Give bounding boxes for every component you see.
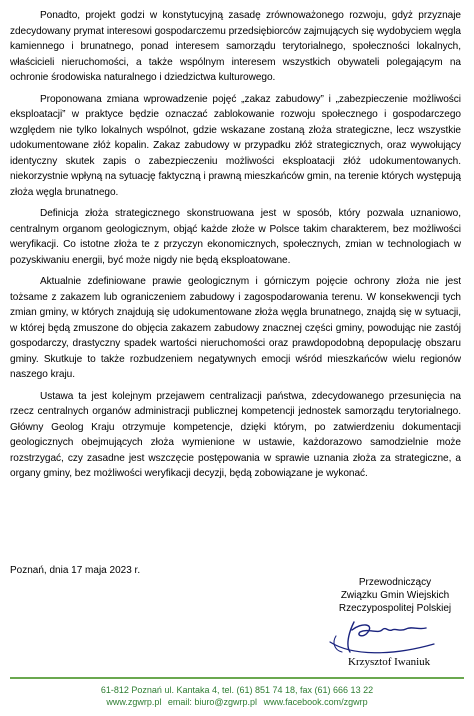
- letter-date: Poznań, dnia 17 maja 2023 r.: [10, 565, 141, 576]
- footer-email-link[interactable]: email: biuro@zgwrp.pl: [167, 697, 258, 707]
- signature-title-line: Rzeczypospolitej Polskiej: [338, 603, 452, 614]
- signature-title-line: Przewodniczący: [358, 577, 432, 588]
- footer: [0, 684, 474, 708]
- paragraph: Definicja złoża strategicznego skonstruowana jest w sposób, który pozwala uznaniowo, centralnym organom geologicznym, objąć każde złoże w Polsce takim charakterem, bez możliwości weryfikacji. Co istotne złoża te z przyczyn ekonomicznych, społecznych, zmian w technologiach w pozyskiwaniu energii, być może nigdy nie będą eksploatowane.: [10, 208, 461, 266]
- letter-body: [10, 8, 461, 488]
- footer-contacts: [0, 696, 474, 708]
- footer-website-link[interactable]: www.zgwrp.pl: [106, 697, 162, 707]
- footer-facebook-link[interactable]: www.facebook.com/zgwrp: [263, 697, 368, 707]
- paragraph: Aktualnie zdefiniowane prawie geologicznym i górniczym pojęcie ochrony złoża nie jest tożsame z zakazem lub ograniczeniem zabudowy i zagospodarowania terenu. W konsekwencji tych zmian gminy, w których znajdują się udokumentowane złoża węgla brunatnego, znajdą się w sytuacji, w której będą zmuszone do objęcia zakazem zabudowy znacznej części gminy, powodując nie zastój gospodarczy, drastyczny spadek wartości nieruchomości oraz prawdopodobną depopulację obszaru gminy. Skutkuje to także rozbudzeniem negatywnych emocji wśród mieszkańców wielu regionów naszego kraju.: [10, 276, 461, 380]
- paragraph: Proponowana zmiana wprowadzenie pojęć „zakaz zabudowy” i „zabezpieczenie możliwości eksploatacji” w praktyce będzie oznaczać zablokowanie rozwoju społecznego i gospodarczego względem nie tylko lokalnych wspólnot, gdzie wskazane zostaną złoża strategiczne, lecz wszystkie udokumentowane złóż kopalin. Zakaz zabudowy w przypadku złóż strategicznych, oraz wywołujący identyczny skutek zapis o zabezpieczeniu możliwości eksploatacji złóż udokumentowanych. niekorzystnie wpłyną na sytuację faktyczną i prawną mieszkańców gmin, na terenie których występują złoża węgla brunatnego.: [10, 93, 461, 198]
- footer-divider: [10, 677, 464, 679]
- footer-address: 61-812 Poznań ul. Kantaka 4, tel. (61) 851 74 18, fax (61) 666 13 22: [100, 685, 374, 695]
- paragraph: Ustawa ta jest kolejnym przejawem centralizacji państwa, zdecydowanego przesunięcia na rzecz centralnych organów administracji publicznej kompetencji jednostek samorządu terytorialnego. Główny Geolog Kraju otrzymuje kompetencje, dzięki którym, po zatwierdzeniu dokumentacji geologicznych obejmujących złoża wymienione w ustawie, każdorazowo samodzielnie może rozstrzygać, czy zasadne jest wszczęcie postępowania w sprawie uznania złoża za strategiczne, a organy gminy, bez możliwości weryfikacji decyzji, będą zobowiązane je wykonać.: [10, 390, 461, 479]
- signature-title-line: Związku Gmin Wiejskich: [340, 590, 450, 601]
- handwritten-signature: [322, 612, 442, 656]
- paragraph: Ponadto, projekt godzi w konstytucyjną zasadę zrównoważonego rozwoju, gdyż przyznaje zdecydowany prymat interesowi gospodarczemu przedsiębiorców zajmujących się wydobyciem węgla kamiennego i brunatnego, ponad interesem samorządu terytorialnego, społeczności lokalnych, właścicieli nieruchomości, a także wspólnym interesem wszystkich obywateli polegającym na ochronie środowiska naturalnego i dziedzictwa kulturowego.: [10, 10, 461, 83]
- signatory-name: Krzysztof Iwaniuk: [348, 656, 431, 668]
- signature-title-block: [330, 576, 460, 615]
